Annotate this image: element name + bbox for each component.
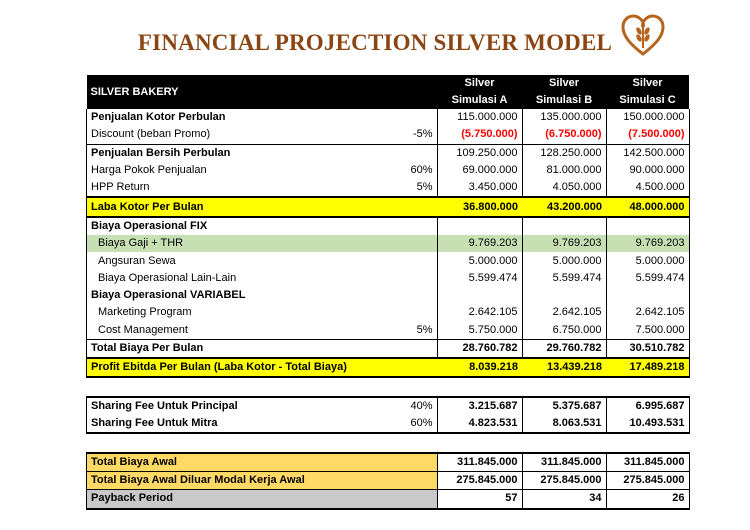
- cell-a: 109.250.000: [437, 144, 522, 162]
- cell-c: 48.000.000: [606, 197, 689, 216]
- cell-a: (5.750.000): [437, 126, 522, 144]
- table-row: [87, 397, 690, 415]
- table-header-row: [87, 75, 690, 92]
- cell-b: 6.750.000: [522, 322, 606, 340]
- section-label: Biaya Operasional VARIABEL: [87, 287, 407, 304]
- cell-b: 8.063.531: [522, 415, 606, 433]
- cell-c: 30.510.782: [606, 339, 689, 358]
- cell-a: 4.823.531: [437, 415, 522, 433]
- row-label: Laba Kotor Per Bulan: [87, 197, 407, 216]
- cell-c: 9.769.203: [606, 235, 689, 252]
- row-pct: 5%: [407, 179, 438, 197]
- table-row: [87, 287, 690, 304]
- cell-a: 2.642.105: [437, 304, 522, 321]
- table-row: [87, 490, 690, 509]
- cell-c: 17.489.218: [606, 358, 689, 377]
- table-row-highlight: [87, 358, 690, 377]
- cell-b: 43.200.000: [522, 197, 606, 216]
- cell-b: 2.642.105: [522, 304, 606, 321]
- row-pct: 40%: [407, 397, 438, 415]
- row-pct: 60%: [407, 162, 438, 179]
- table-row: [87, 252, 690, 269]
- cell-c: 90.000.000: [606, 162, 689, 179]
- table-row: [87, 304, 690, 321]
- cell-c: 150.000.000: [606, 109, 689, 126]
- page-title: FINANCIAL PROJECTION SILVER MODEL: [137, 30, 613, 55]
- cell-c: 275.845.000: [606, 471, 689, 489]
- cell-a: 36.800.000: [437, 197, 522, 216]
- cell-c: 5.000.000: [606, 252, 689, 269]
- header-col-c-line1: Silver: [606, 75, 689, 92]
- cell-a: 5.750.000: [437, 322, 522, 340]
- row-label: Penjualan Kotor Perbulan: [87, 109, 407, 126]
- cell-c: 10.493.531: [606, 415, 689, 433]
- table-row: [87, 322, 690, 340]
- financial-table: [86, 75, 690, 510]
- row-label: Sharing Fee Untuk Mitra: [87, 415, 407, 433]
- table-row: [87, 235, 690, 252]
- row-label: Harga Pokok Penjualan: [87, 162, 407, 179]
- header-col-a-line1: Silver: [437, 75, 522, 92]
- row-label: Sharing Fee Untuk Principal: [87, 397, 407, 415]
- table-row: [87, 339, 690, 358]
- cell-a: 9.769.203: [437, 235, 522, 252]
- row-label: Penjualan Bersih Perbulan: [87, 144, 407, 162]
- cell-b: 5.000.000: [522, 252, 606, 269]
- header-label: SILVER BAKERY: [87, 75, 407, 109]
- cell-b: 311.845.000: [522, 453, 606, 472]
- cell-c: 4.500.000: [606, 179, 689, 197]
- table-row: [87, 126, 690, 144]
- cell-b: 13.439.218: [522, 358, 606, 377]
- cell-b: 4.050.000: [522, 179, 606, 197]
- row-label: Angsuran Sewa: [87, 252, 407, 269]
- row-label: Profit Ebitda Per Bulan (Laba Kotor - Total Biaya): [87, 358, 438, 377]
- section-label: Biaya Operasional FIX: [87, 217, 407, 235]
- cell-c: (7.500.000): [606, 126, 689, 144]
- cell-c: 311.845.000: [606, 453, 689, 472]
- cell-a: 275.845.000: [437, 471, 522, 489]
- table-row: [87, 162, 690, 179]
- cell-a: 28.760.782: [437, 339, 522, 358]
- cell-c: 2.642.105: [606, 304, 689, 321]
- cell-b: 275.845.000: [522, 471, 606, 489]
- cell-c: 5.599.474: [606, 270, 689, 287]
- table-row: [87, 415, 690, 433]
- row-label: Total Biaya Awal Diluar Modal Kerja Awal: [87, 471, 407, 489]
- cell-b: 5.375.687: [522, 397, 606, 415]
- row-label: Biaya Gaji + THR: [87, 235, 407, 252]
- table-row: [87, 109, 690, 126]
- table-row-highlight: [87, 453, 690, 472]
- table-row: [87, 179, 690, 197]
- cell-c: 142.500.000: [606, 144, 689, 162]
- cell-a: 115.000.000: [437, 109, 522, 126]
- cell-b: 135.000.000: [522, 109, 606, 126]
- cell-b: 5.599.474: [522, 270, 606, 287]
- table-row: [87, 270, 690, 287]
- header-col-a-line2: Simulasi A: [437, 92, 522, 109]
- cell-c: 7.500.000: [606, 322, 689, 340]
- row-label: Discount (beban Promo): [87, 126, 407, 144]
- cell-a: 3.450.000: [437, 179, 522, 197]
- cell-b: (6.750.000): [522, 126, 606, 144]
- cell-b: 9.769.203: [522, 235, 606, 252]
- table-row: [87, 217, 690, 235]
- spacer-row: [87, 377, 690, 396]
- spacer-row: [87, 433, 690, 452]
- table-row-highlight: [87, 471, 690, 489]
- row-pct: 60%: [407, 415, 438, 433]
- cell-b: 29.760.782: [522, 339, 606, 358]
- header-col-c-line2: Simulasi C: [606, 92, 689, 109]
- cell-c: 26: [606, 490, 689, 509]
- cell-a: 8.039.218: [437, 358, 522, 377]
- row-label: Total Biaya Per Bulan: [87, 339, 407, 358]
- row-label: Total Biaya Awal: [87, 453, 407, 472]
- row-label: Marketing Program: [87, 304, 407, 321]
- cell-b: 34: [522, 490, 606, 509]
- cell-c: 6.995.687: [606, 397, 689, 415]
- cell-b: 128.250.000: [522, 144, 606, 162]
- cell-a: 5.000.000: [437, 252, 522, 269]
- cell-a: 69.000.000: [437, 162, 522, 179]
- cell-b: 81.000.000: [522, 162, 606, 179]
- table-row: [87, 144, 690, 162]
- row-pct: 5%: [407, 322, 438, 340]
- header-col-b-line2: Simulasi B: [522, 92, 606, 109]
- cell-a: 311.845.000: [437, 453, 522, 472]
- cell-a: 3.215.687: [437, 397, 522, 415]
- row-label: Payback Period: [87, 490, 407, 509]
- header-col-b-line1: Silver: [522, 75, 606, 92]
- cell-a: 57: [437, 490, 522, 509]
- row-label: Biaya Operasional Lain-Lain: [87, 270, 407, 287]
- row-label: HPP Return: [87, 179, 407, 197]
- row-label: Cost Management: [87, 322, 407, 340]
- table-row-highlight: [87, 197, 690, 216]
- cell-a: 5.599.474: [437, 270, 522, 287]
- row-pct: -5%: [407, 126, 438, 144]
